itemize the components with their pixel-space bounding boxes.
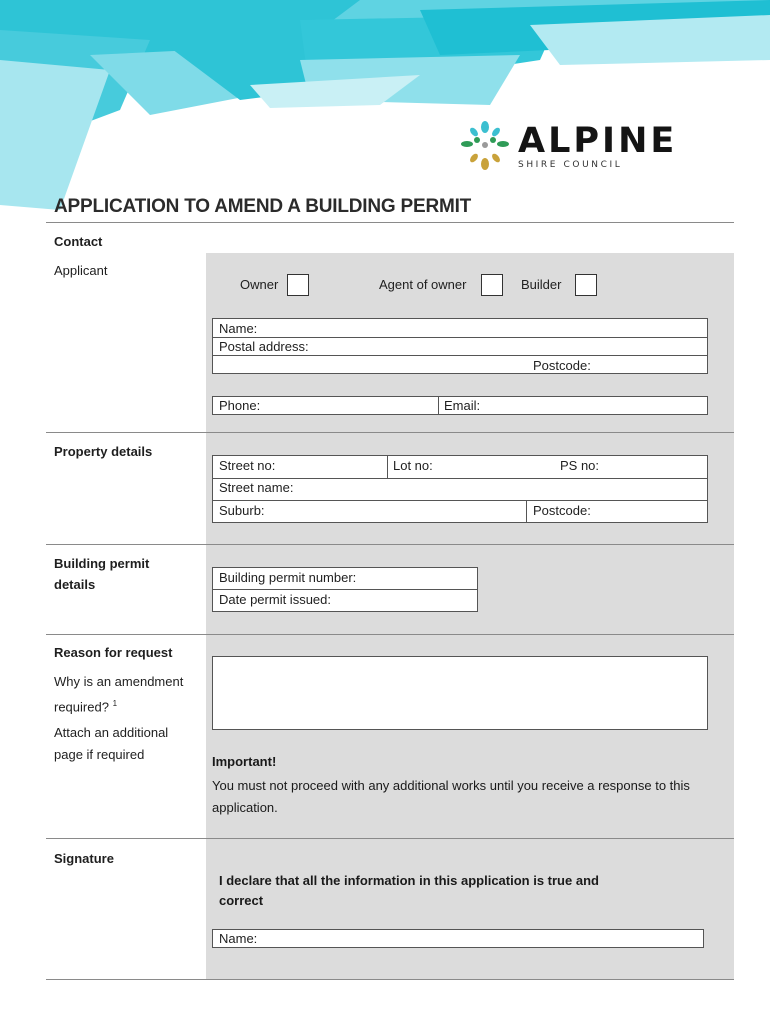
important-heading: Important! [212, 754, 277, 769]
lot-no-field[interactable]: Lot no: [393, 458, 433, 473]
suburb-field[interactable]: Suburb: [219, 503, 265, 518]
postal-address-field[interactable]: Postal address: [219, 339, 309, 354]
permit-heading-2: details [54, 577, 96, 592]
attach-label: Attach an additional [54, 725, 169, 740]
signature-heading: Signature [54, 851, 114, 866]
agent-of-owner-checkbox[interactable] [481, 274, 503, 296]
option-agent-label: Agent of owner [379, 277, 467, 292]
logo-wordmark: ALPINE [518, 121, 678, 161]
bottom-divider [46, 979, 734, 980]
signature-name-field[interactable]: Name: [219, 931, 258, 946]
council-logo [460, 120, 690, 176]
postcode-field[interactable]: Postcode: [533, 358, 591, 373]
phone-field[interactable]: Phone: [219, 398, 261, 413]
why-label: Why is an amendment [54, 674, 184, 689]
property-postcode-field[interactable]: Postcode: [533, 503, 591, 518]
street-no-field[interactable]: Street no: [219, 458, 276, 473]
signature-name-box [212, 929, 704, 948]
applicant-label: Applicant [54, 263, 108, 278]
important-text: You must not proceed with any additional works until you receive a response to this application. [212, 778, 690, 815]
permit-heading: Building permit [54, 556, 150, 571]
contact-heading: Contact [54, 234, 103, 249]
option-owner-label: Owner [240, 277, 279, 292]
owner-checkbox[interactable] [287, 274, 309, 296]
reason-heading: Reason for request [54, 645, 173, 660]
header-banner [0, 0, 770, 210]
ps-no-field[interactable]: PS no: [560, 458, 600, 473]
reason-textarea[interactable] [212, 656, 708, 730]
street-name-field[interactable]: Street name: [219, 480, 294, 495]
name-field[interactable]: Name: [219, 321, 258, 336]
footnote-marker: 1 [112, 699, 118, 708]
declaration-text: I declare that all the information in this application is true and correct [219, 873, 599, 908]
email-field[interactable]: Email: [444, 398, 481, 413]
permit-number-field[interactable]: Building permit number: [219, 570, 357, 585]
builder-checkbox[interactable] [575, 274, 597, 296]
option-builder-label: Builder [521, 277, 562, 292]
title-divider [46, 222, 734, 223]
page-title: APPLICATION TO AMEND A BUILDING PERMIT [54, 196, 472, 217]
permit-date-field[interactable]: Date permit issued: [219, 592, 331, 607]
property-heading: Property details [54, 444, 153, 459]
logo-subtitle: SHIRE COUNCIL [518, 160, 623, 170]
snowflake-logo-icon [460, 120, 510, 172]
attach-label-2: page if required [54, 747, 145, 762]
why-label-2: required? $^1$ [54, 699, 118, 715]
